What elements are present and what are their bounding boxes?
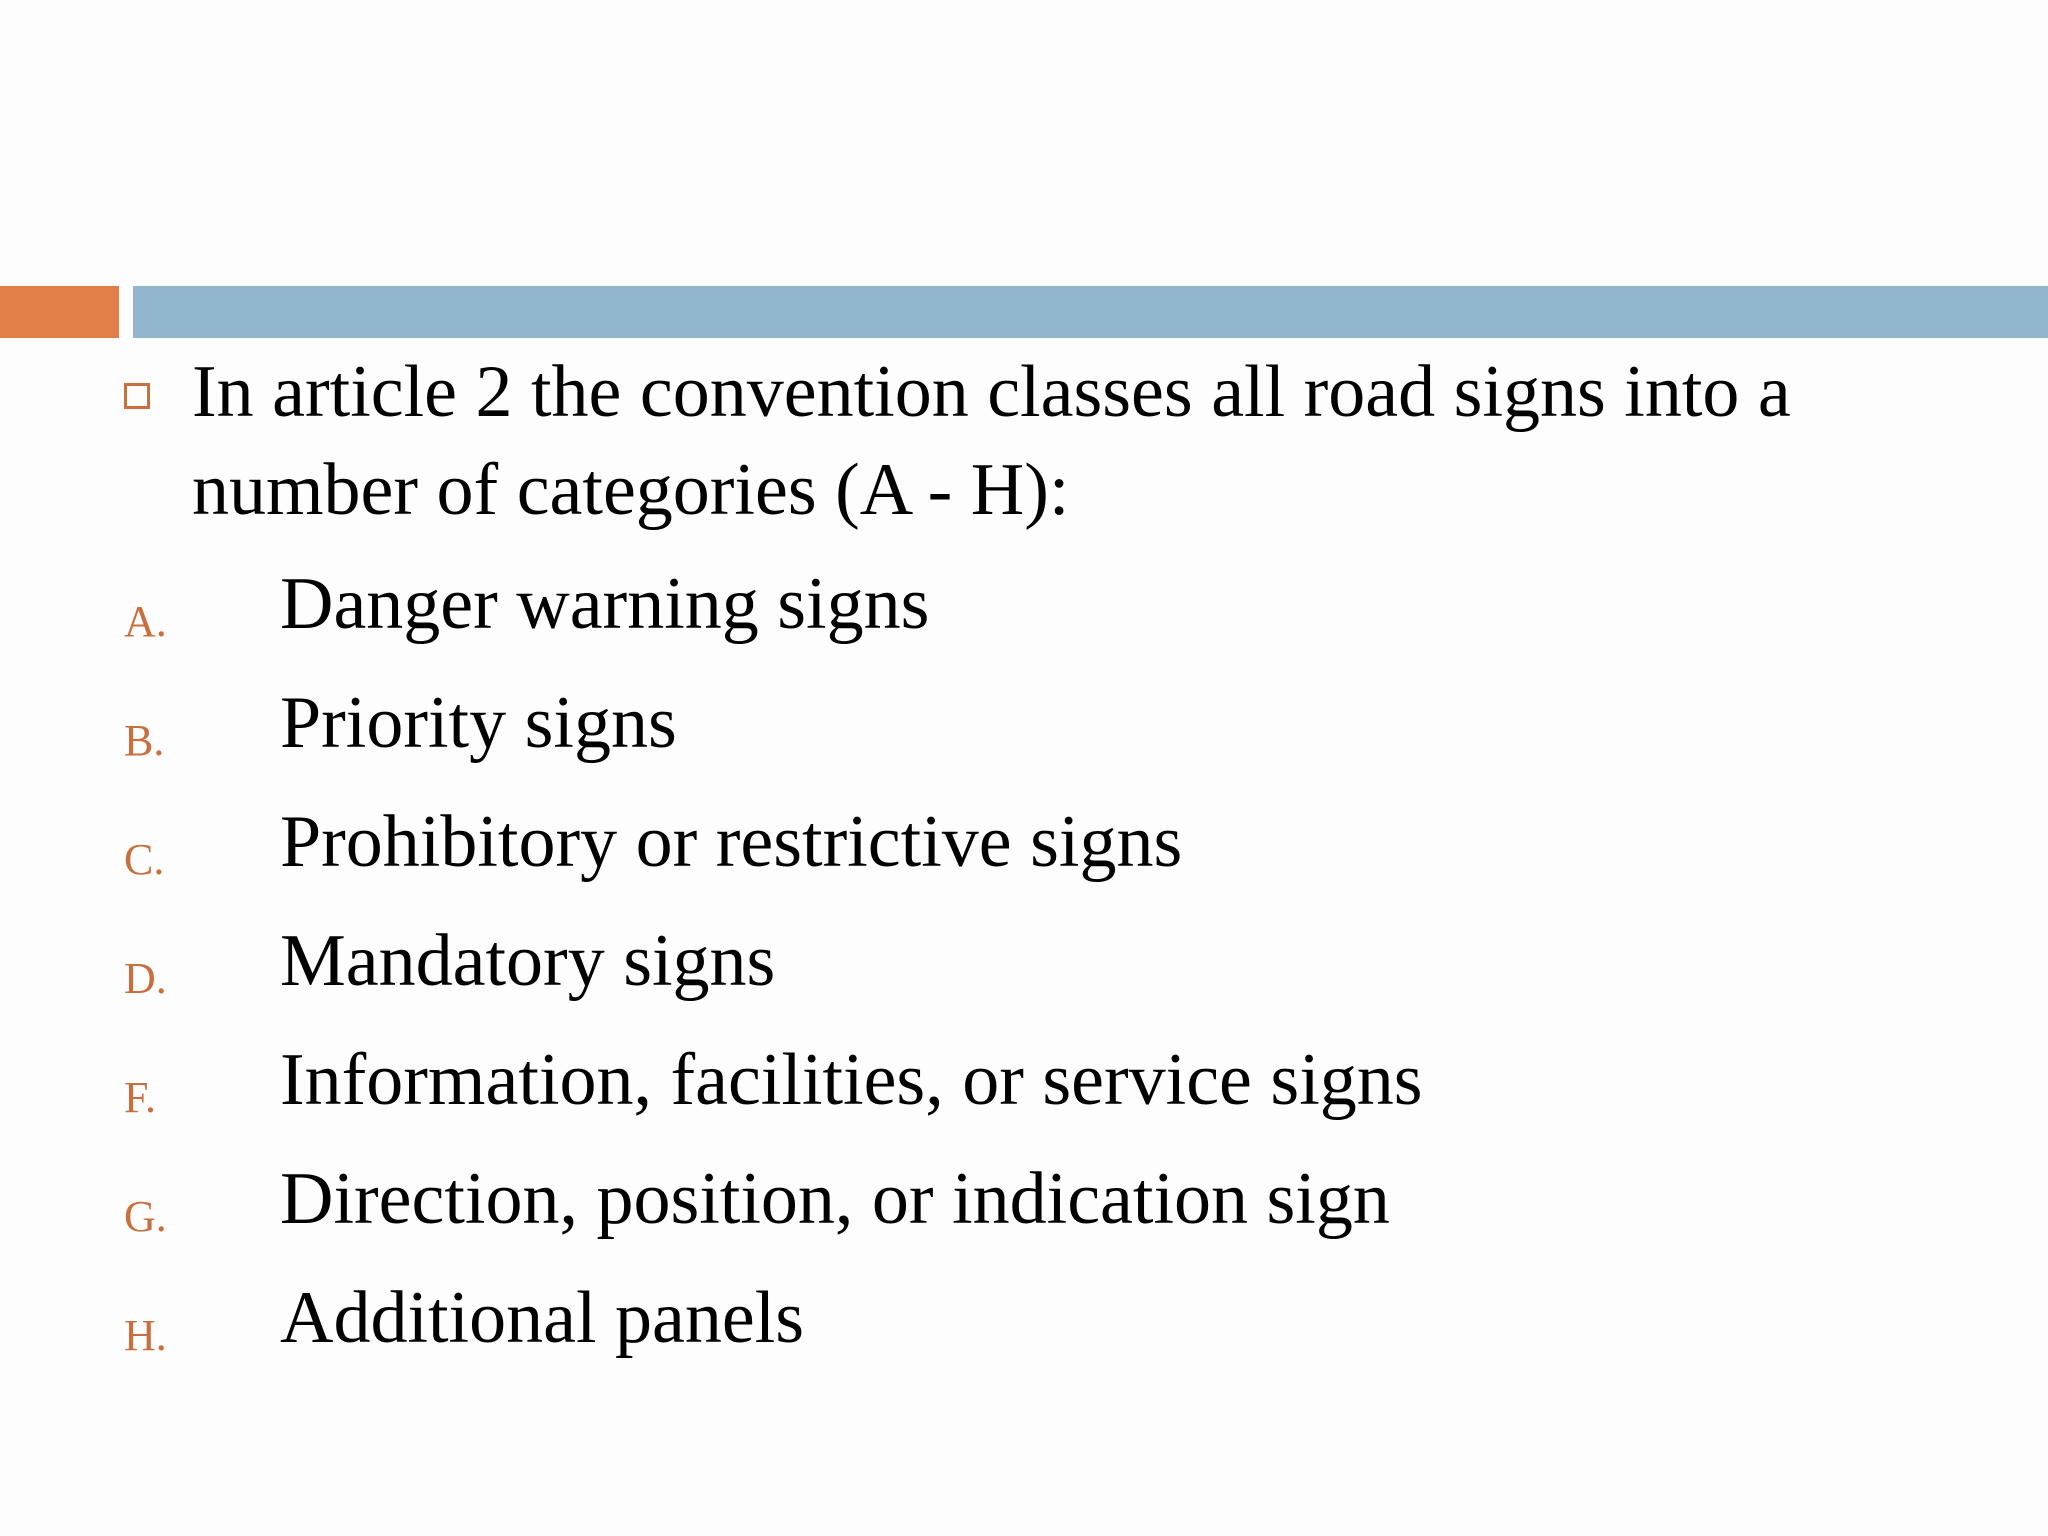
list-item bbox=[0, 552, 2048, 671]
list-item bbox=[0, 790, 2048, 909]
list-marker: F. bbox=[124, 1073, 156, 1122]
list-item-text: Information, facilities, or service signs bbox=[280, 1039, 1423, 1121]
list-item bbox=[0, 909, 2048, 1028]
intro-paragraph bbox=[124, 343, 1984, 539]
list-item-text: Danger warning signs bbox=[280, 563, 930, 645]
list-item-text: Priority signs bbox=[280, 682, 677, 764]
list-marker: G. bbox=[124, 1192, 167, 1241]
list-marker: A. bbox=[124, 597, 167, 646]
intro-text: In article 2 the convention classes all road signs into a number of categories (A - H): bbox=[192, 351, 1791, 531]
list-marker: H. bbox=[124, 1311, 167, 1360]
list-item-text: Mandatory signs bbox=[280, 920, 776, 1002]
accent-bar bbox=[0, 286, 119, 338]
square-bullet-icon bbox=[124, 383, 150, 409]
list-item bbox=[0, 1028, 2048, 1147]
list-item bbox=[0, 1147, 2048, 1266]
list-item-text: Prohibitory or restrictive signs bbox=[280, 801, 1183, 883]
list-item bbox=[0, 671, 2048, 790]
list-item-text: Additional panels bbox=[280, 1277, 805, 1359]
list-item-text: Direction, position, or indication sign bbox=[280, 1158, 1390, 1240]
list-marker: B. bbox=[124, 716, 165, 765]
header-bar bbox=[133, 286, 2048, 338]
category-list bbox=[0, 552, 2048, 1385]
list-marker: C. bbox=[124, 835, 165, 884]
list-marker: D. bbox=[124, 954, 167, 1003]
list-item bbox=[0, 1266, 2048, 1385]
